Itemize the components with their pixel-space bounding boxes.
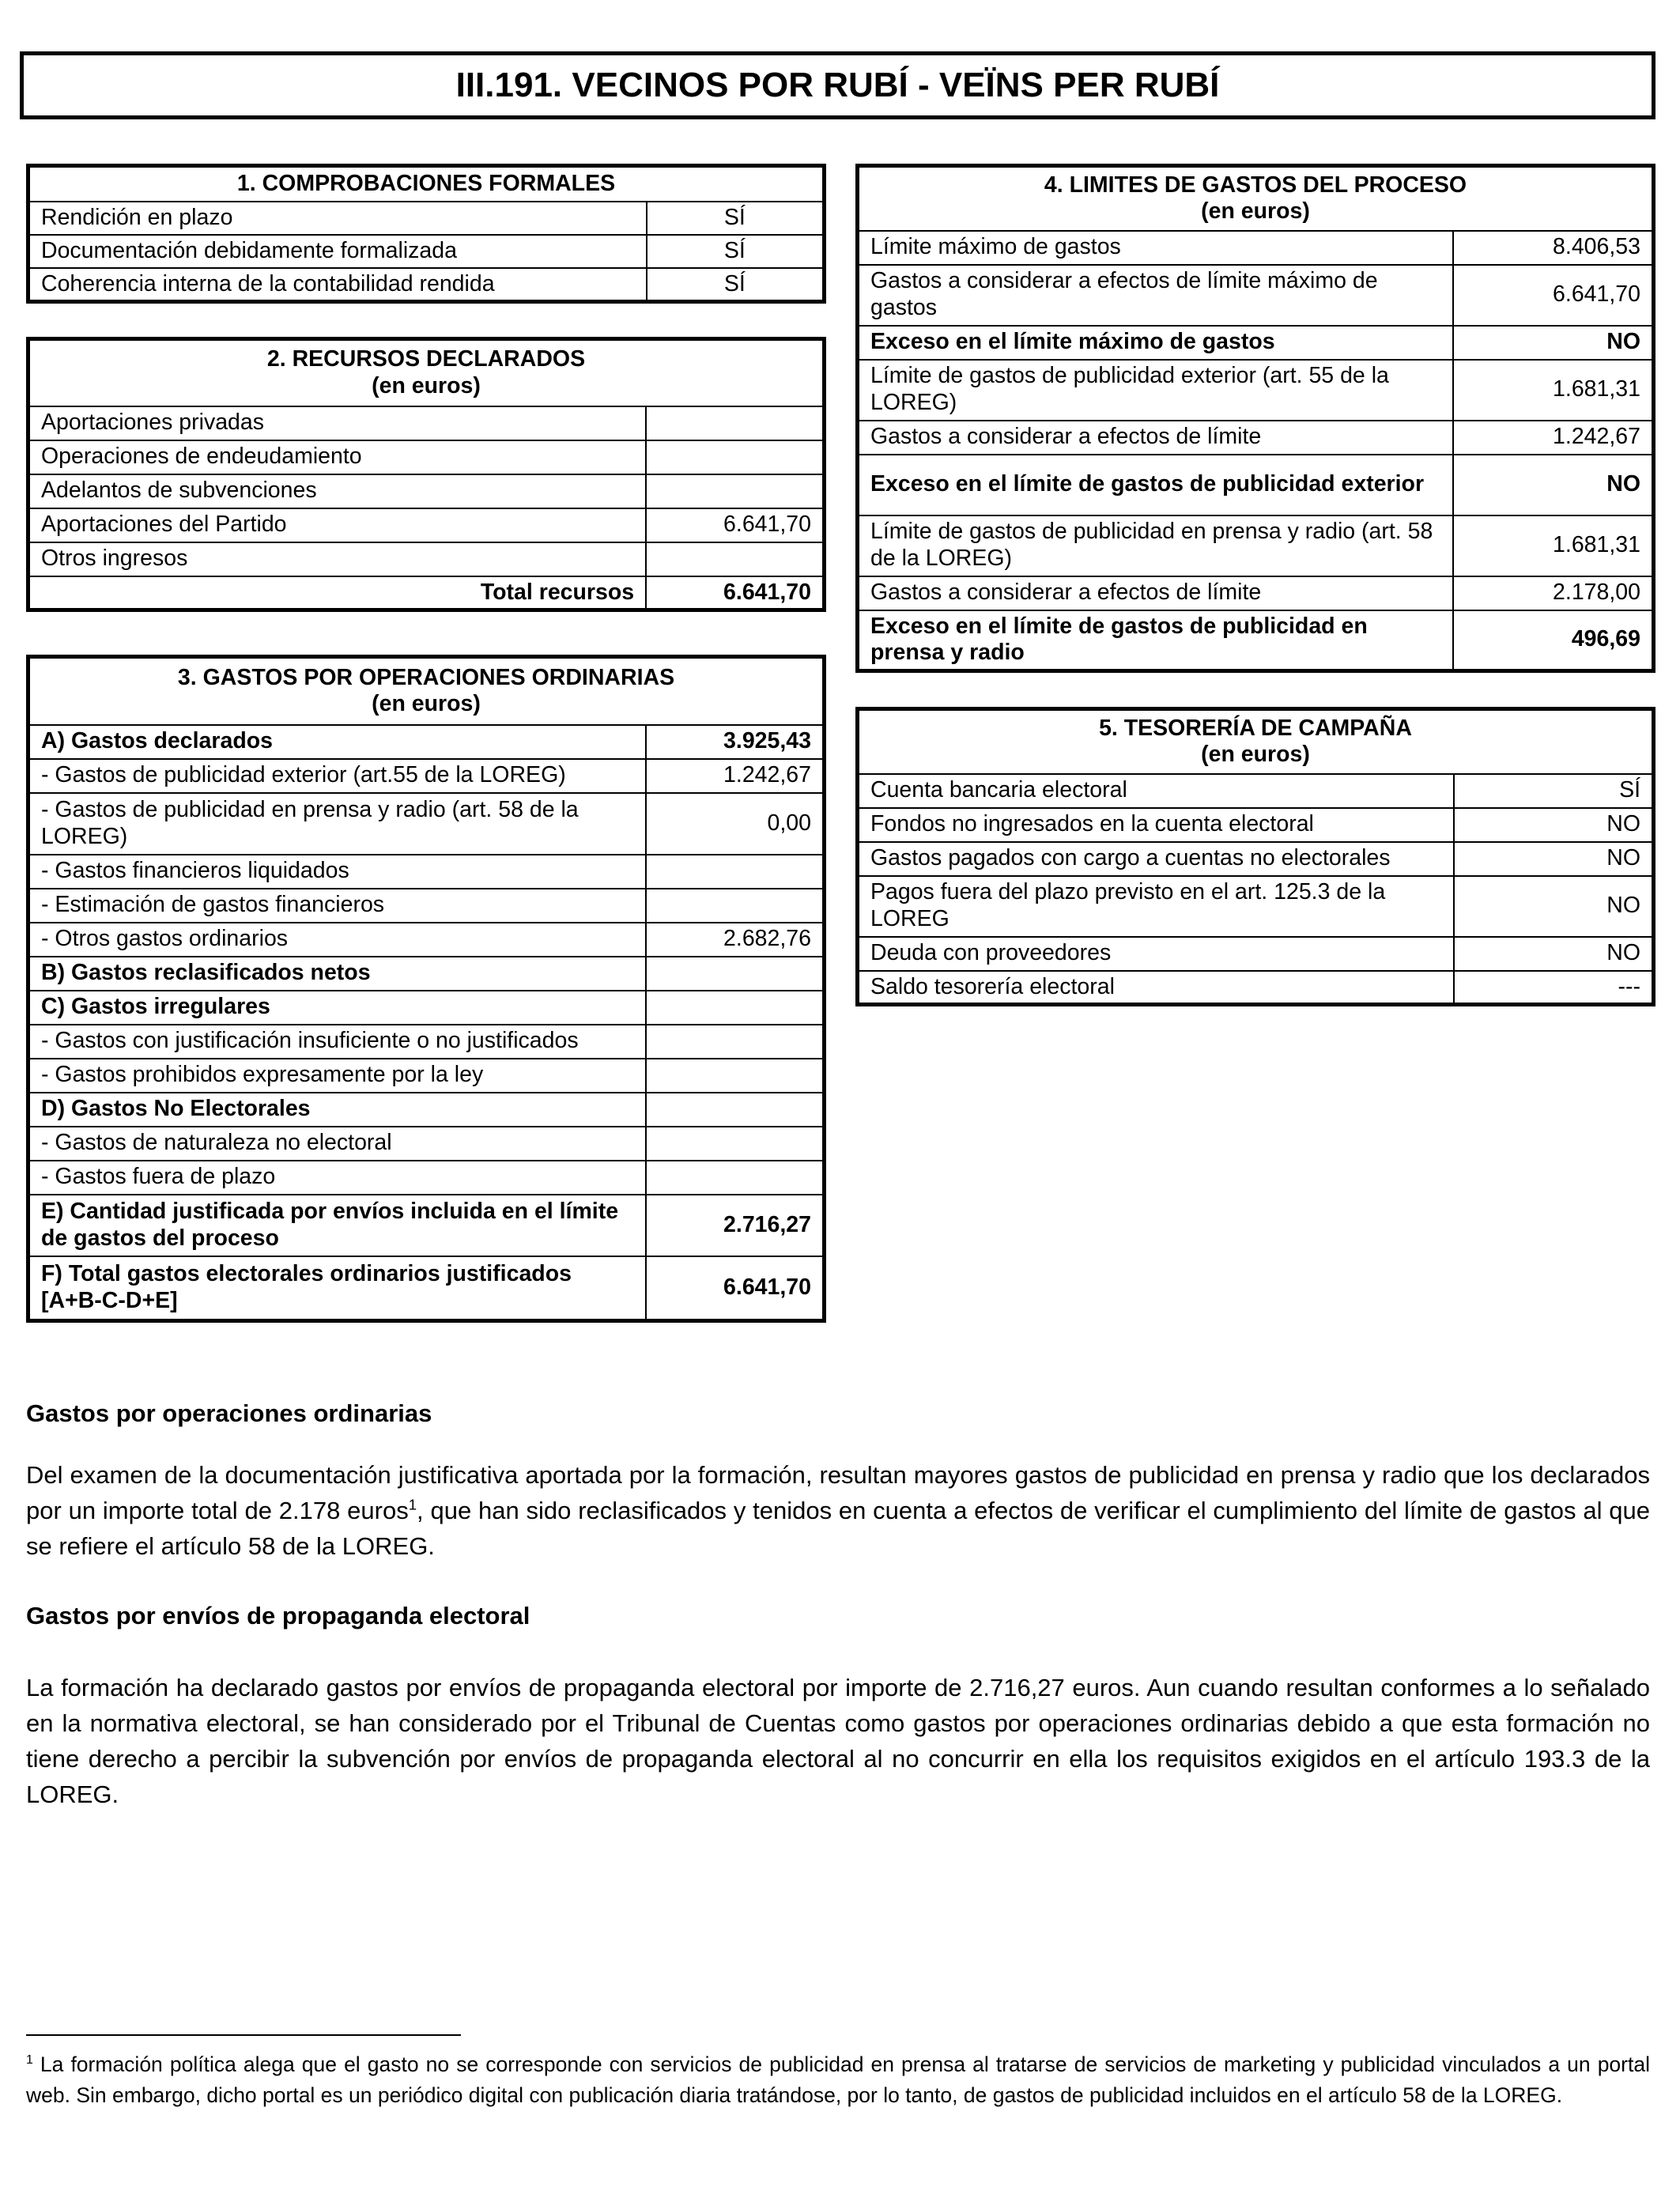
row-value: 6.641,70 — [646, 1256, 824, 1321]
row-value — [646, 991, 824, 1025]
footnote-divider — [26, 2034, 461, 2036]
spending-limits-header: 4. LIMITES DE GASTOS DEL PROCESO (en euros) — [858, 166, 1654, 231]
row-value: NO — [1454, 842, 1654, 876]
row-label: - Gastos de publicidad en prensa y radio (art. 58 de la LOREG) — [28, 793, 647, 855]
row-value — [646, 474, 824, 508]
row-value: 2.682,76 — [646, 923, 824, 957]
row-value: NO — [1453, 455, 1653, 515]
row-label: - Gastos de naturaleza no electoral — [28, 1127, 647, 1161]
row-value — [646, 889, 824, 923]
row-value — [646, 1059, 824, 1093]
row-value — [646, 1161, 824, 1195]
paragraph-ordinary-expenses: Del examen de la documentación justificativa aportada por la formación, resultan mayores gastos de publicidad en prensa y radio que los declarados por un importe total de 2.178 euros$^1$, que han sido reclasificados y tenidos en cuenta a efectos de verificar el cumplimiento del límite de gastos al que se refiere el artículo 58 de la LOREG. — [26, 1461, 1650, 1560]
row-label: Fondos no ingresados en la cuenta electoral — [858, 808, 1454, 842]
row-value: SÍ — [647, 268, 825, 302]
row-label: E) Cantidad justificada por envíos incluida en el límite de gastos del proceso — [28, 1195, 647, 1256]
row-value: SÍ — [1454, 774, 1654, 808]
row-label: - Gastos financieros liquidados — [28, 855, 647, 889]
campaign-treasury-table — [855, 707, 1655, 1006]
campaign-treasury-header: 5. TESORERÍA DE CAMPAÑA (en euros) — [858, 709, 1654, 774]
row-value: NO — [1454, 808, 1654, 842]
row-label: A) Gastos declarados — [28, 725, 647, 759]
declared-resources-header: 2. RECURSOS DECLARADOS (en euros) — [28, 339, 825, 406]
row-label: Gastos a considerar a efectos de límite — [858, 576, 1454, 610]
row-value: 2.716,27 — [646, 1195, 824, 1256]
row-value: NO — [1454, 937, 1654, 971]
row-value — [646, 957, 824, 991]
row-label: Aportaciones privadas — [28, 406, 647, 440]
row-label: - Estimación de gastos financieros — [28, 889, 647, 923]
total-value: 6.641,70 — [646, 576, 824, 610]
spending-limits-table — [855, 164, 1655, 673]
row-label: Operaciones de endeudamiento — [28, 440, 647, 474]
ordinary-expenses-table — [26, 655, 826, 1323]
declared-resources-table — [26, 337, 826, 612]
row-value — [646, 440, 824, 474]
row-label: - Gastos de publicidad exterior (art.55 de la LOREG) — [28, 759, 647, 793]
row-value — [646, 1127, 824, 1161]
row-value — [646, 542, 824, 576]
row-value: 0,00 — [646, 793, 824, 855]
section-heading-propaganda-mailings: Gastos por envíos de propaganda electoral — [26, 1602, 530, 1629]
row-label: - Gastos prohibidos expresamente por la ley — [28, 1059, 647, 1093]
row-label: Aportaciones del Partido — [28, 508, 647, 542]
row-value: 1.242,67 — [646, 759, 824, 793]
row-value — [646, 406, 824, 440]
row-label: Documentación debidamente formalizada — [28, 235, 647, 268]
row-value: SÍ — [647, 202, 825, 235]
row-label: Exceso en el límite de gastos de publicidad exterior — [858, 455, 1454, 515]
row-label: F) Total gastos electorales ordinarios justificados [A+B-C-D+E] — [28, 1256, 647, 1321]
formal-checks-table — [26, 164, 826, 304]
row-value — [646, 1093, 824, 1127]
page-title: III.191. VECINOS POR RUBÍ - VEÏNS PER RUBÍ — [20, 51, 1655, 119]
row-value: NO — [1453, 326, 1653, 360]
section-heading-ordinary-expenses: Gastos por operaciones ordinarias — [26, 1399, 432, 1427]
row-value — [646, 855, 824, 889]
footnote: $^1$ La formación política alega que el gasto no se corresponde con servicios de publicidad en prensa al tratarse de servicios de marketing y publicidad vinculados a un portal web. Sin embargo, dicho portal es un periódico digital con publicación diaria tratándose, por lo tanto, de gastos de publicidad incluidos en el artículo 58 de la LOREG. — [26, 2052, 1650, 2107]
paragraph-propaganda-mailings: La formación ha declarado gastos por envíos de propaganda electoral por importe de 2.716,27 euros. Aun cuando resultan conformes a lo señalado en la normativa electoral, se han considerado por el Tribunal de Cuentas como gastos por operaciones ordinarias debido a que esta formación no tiene derecho a percibir la subvención por envíos de propaganda electoral al no concurrir en ella los requisitos exigidos en el artículo 193.3 de la LOREG. — [26, 1674, 1650, 1808]
row-label: Gastos pagados con cargo a cuentas no electorales — [858, 842, 1454, 876]
row-value: 8.406,53 — [1453, 231, 1653, 265]
row-label: C) Gastos irregulares — [28, 991, 647, 1025]
row-label: Exceso en el límite de gastos de publicidad en prensa y radio — [858, 610, 1454, 671]
row-label: - Otros gastos ordinarios — [28, 923, 647, 957]
row-value: NO — [1454, 876, 1654, 937]
row-value: 496,69 — [1453, 610, 1653, 671]
row-label: Gastos a considerar a efectos de límite — [858, 421, 1454, 455]
row-label: Límite de gastos de publicidad exterior (art. 55 de la LOREG) — [858, 360, 1454, 421]
row-label: Deuda con proveedores — [858, 937, 1454, 971]
row-label: D) Gastos No Electorales — [28, 1093, 647, 1127]
row-value: 3.925,43 — [646, 725, 824, 759]
row-label: Límite de gastos de publicidad en prensa y radio (art. 58 de la LOREG) — [858, 515, 1454, 576]
formal-checks-header: 1. COMPROBACIONES FORMALES — [28, 166, 825, 202]
total-label: Total recursos — [28, 576, 647, 610]
row-label: Rendición en plazo — [28, 202, 647, 235]
row-value: 2.178,00 — [1453, 576, 1653, 610]
row-label: Cuenta bancaria electoral — [858, 774, 1454, 808]
row-value: 6.641,70 — [1453, 265, 1653, 326]
row-value: 6.641,70 — [646, 508, 824, 542]
row-value: SÍ — [647, 235, 825, 268]
row-label: Coherencia interna de la contabilidad rendida — [28, 268, 647, 302]
row-label: Adelantos de subvenciones — [28, 474, 647, 508]
footnote-ref[interactable]: 1 — [408, 1496, 417, 1513]
row-value: 1.681,31 — [1453, 360, 1653, 421]
row-label: Otros ingresos — [28, 542, 647, 576]
ordinary-expenses-header: 3. GASTOS POR OPERACIONES ORDINARIAS (en euros) — [28, 657, 825, 725]
row-label: Gastos a considerar a efectos de límite máximo de gastos — [858, 265, 1454, 326]
row-value — [646, 1025, 824, 1059]
row-label: Límite máximo de gastos — [858, 231, 1454, 265]
row-label: - Gastos con justificación insuficiente o no justificados — [28, 1025, 647, 1059]
row-label: B) Gastos reclasificados netos — [28, 957, 647, 991]
row-value: 1.681,31 — [1453, 515, 1653, 576]
row-label: Saldo tesorería electoral — [858, 971, 1454, 1005]
row-label: - Gastos fuera de plazo — [28, 1161, 647, 1195]
row-value: 1.242,67 — [1453, 421, 1653, 455]
row-value: --- — [1454, 971, 1654, 1005]
row-label: Pagos fuera del plazo previsto en el art. 125.3 de la LOREG — [858, 876, 1454, 937]
row-label: Exceso en el límite máximo de gastos — [858, 326, 1454, 360]
